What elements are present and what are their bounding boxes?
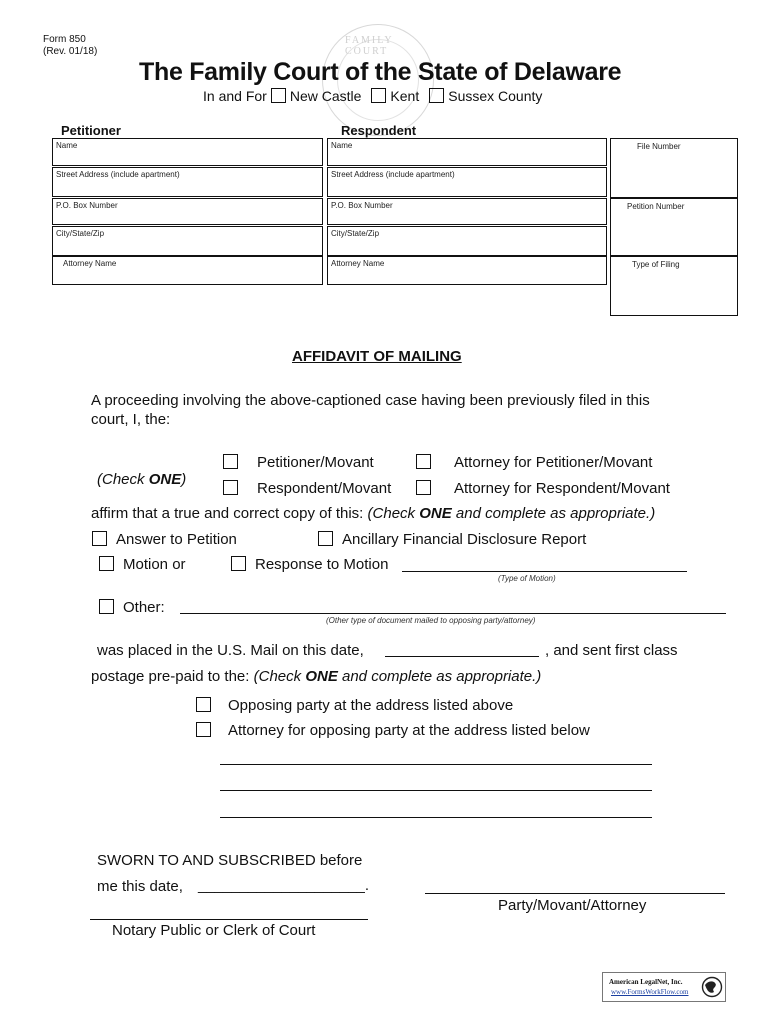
respondent-name-field[interactable]: Name bbox=[327, 138, 607, 166]
respondent-movant-label: Respondent/Movant bbox=[257, 480, 392, 497]
globe-icon bbox=[701, 976, 723, 998]
new-castle-label: New Castle bbox=[289, 88, 362, 104]
petitioner-name-field[interactable]: Name bbox=[52, 138, 323, 166]
sworn-line-1: SWORN TO AND SUBSCRIBED before bbox=[97, 852, 363, 869]
mail-date-line[interactable] bbox=[385, 656, 539, 657]
sworn-date-blank[interactable]: ____________________. bbox=[198, 877, 370, 894]
opposing-party-checkbox[interactable] bbox=[196, 697, 211, 712]
form-revision: (Rev. 01/18) bbox=[43, 46, 98, 57]
petitioner-street-field[interactable]: Street Address (include apartment) bbox=[52, 167, 323, 197]
attorney-petitioner-label: Attorney for Petitioner/Movant bbox=[454, 454, 653, 471]
other-document-caption: (Other type of document mailed to opposing party/attorney) bbox=[326, 616, 536, 625]
county-row bbox=[203, 88, 542, 104]
ancillary-financial-label: Ancillary Financial Disclosure Report bbox=[342, 531, 587, 548]
petitioner-movant-checkbox[interactable] bbox=[223, 454, 238, 469]
legalnet-logo bbox=[602, 972, 726, 1002]
type-of-motion-line[interactable] bbox=[402, 571, 687, 572]
company-url[interactable]: www.FormsWorkFlow.com bbox=[611, 988, 689, 996]
opposing-attorney-checkbox[interactable] bbox=[196, 722, 211, 737]
in-and-for-label: In and For bbox=[203, 88, 267, 104]
respondent-heading: Respondent bbox=[341, 123, 417, 138]
petitioner-citystatezip-field[interactable]: City/State/Zip bbox=[52, 226, 323, 256]
answer-to-petition-checkbox[interactable] bbox=[92, 531, 107, 546]
kent-label: Kent bbox=[390, 88, 420, 104]
respondent-street-field[interactable]: Street Address (include apartment) bbox=[327, 167, 607, 197]
attorney-respondent-label: Attorney for Respondent/Movant bbox=[454, 480, 670, 497]
ancillary-financial-checkbox[interactable] bbox=[318, 531, 333, 546]
mail-date-text: was placed in the U.S. Mail on this date, bbox=[97, 642, 364, 659]
postage-line: postage pre-paid to the: (Check ONE and complete as appropriate.) bbox=[91, 668, 542, 685]
petitioner-pobox-field[interactable]: P.O. Box Number bbox=[52, 198, 323, 225]
petitioner-attorney-field[interactable]: Attorney Name bbox=[52, 256, 323, 285]
file-number-field[interactable]: File Number bbox=[610, 138, 738, 198]
new-castle-checkbox[interactable] bbox=[271, 88, 286, 103]
address-line-2[interactable] bbox=[220, 790, 652, 791]
address-line-3[interactable] bbox=[220, 817, 652, 818]
type-of-filing-field[interactable]: Type of Filing bbox=[610, 256, 738, 316]
first-class-text: , and sent first class bbox=[545, 642, 678, 659]
other-document-line[interactable] bbox=[180, 613, 726, 614]
respondent-movant-checkbox[interactable] bbox=[223, 480, 238, 495]
intro-line-2: court, I, the: bbox=[91, 411, 171, 428]
notary-signature-line[interactable] bbox=[90, 919, 368, 920]
type-of-motion-caption: (Type of Motion) bbox=[498, 574, 556, 583]
attorney-respondent-checkbox[interactable] bbox=[416, 480, 431, 495]
party-signature-label: Party/Movant/Attorney bbox=[498, 897, 647, 914]
response-to-motion-label: Response to Motion bbox=[255, 556, 389, 573]
petitioner-movant-label: Petitioner/Movant bbox=[257, 454, 374, 471]
address-line-1[interactable] bbox=[220, 764, 652, 765]
court-title: The Family Court of the State of Delaware bbox=[139, 58, 622, 86]
opposing-party-label: Opposing party at the address listed above bbox=[228, 697, 514, 714]
other-checkbox[interactable] bbox=[99, 599, 114, 614]
other-label: Other: bbox=[123, 599, 165, 616]
petitioner-heading: Petitioner bbox=[61, 123, 121, 138]
sussex-label: Sussex County bbox=[448, 88, 543, 104]
party-signature-line[interactable] bbox=[425, 893, 725, 894]
motion-label: Motion or bbox=[123, 556, 186, 573]
opposing-attorney-label: Attorney for opposing party at the address listed below bbox=[228, 722, 590, 739]
company-name: American LegalNet, Inc. bbox=[609, 978, 683, 986]
motion-checkbox[interactable] bbox=[99, 556, 114, 571]
seal-text: FAMILY COURT bbox=[345, 35, 394, 57]
petition-number-field[interactable]: Petition Number bbox=[610, 198, 738, 256]
respondent-attorney-field[interactable]: Attorney Name bbox=[327, 256, 607, 285]
check-one-note: (Check ONE) bbox=[97, 471, 187, 488]
notary-signature-label: Notary Public or Clerk of Court bbox=[112, 922, 316, 939]
affirm-line: affirm that a true and correct copy of this: (Check ONE and complete as appropriate.) bbox=[91, 505, 656, 522]
form-number: Form 850 bbox=[43, 34, 86, 45]
intro-line-1: A proceeding involving the above-captioned case having been previously filed in this bbox=[91, 392, 650, 409]
affidavit-title: AFFIDAVIT OF MAILING bbox=[292, 348, 462, 365]
sworn-line-2: me this date, bbox=[97, 878, 183, 895]
answer-to-petition-label: Answer to Petition bbox=[116, 531, 237, 548]
response-to-motion-checkbox[interactable] bbox=[231, 556, 246, 571]
respondent-pobox-field[interactable]: P.O. Box Number bbox=[327, 198, 607, 225]
sussex-checkbox[interactable] bbox=[429, 88, 444, 103]
attorney-petitioner-checkbox[interactable] bbox=[416, 454, 431, 469]
kent-checkbox[interactable] bbox=[371, 88, 386, 103]
respondent-citystatezip-field[interactable]: City/State/Zip bbox=[327, 226, 607, 256]
